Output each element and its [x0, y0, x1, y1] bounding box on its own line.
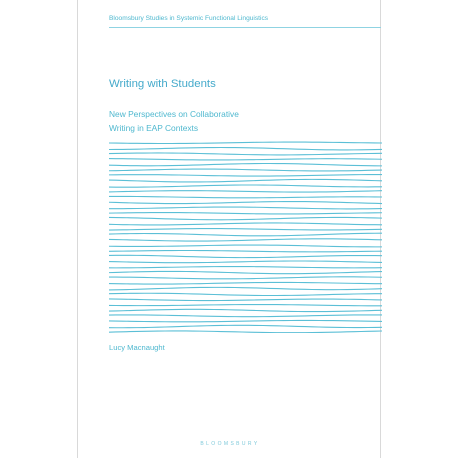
wavy-line	[109, 207, 382, 209]
wavy-line	[109, 271, 382, 273]
wavy-line	[109, 217, 382, 219]
wavy-line	[109, 255, 382, 257]
wavy-line	[109, 282, 382, 284]
wavy-line	[109, 293, 382, 295]
wavy-line	[109, 223, 382, 225]
series-divider	[109, 27, 381, 28]
wavy-line	[109, 191, 382, 192]
wavy-lines-artwork	[109, 141, 382, 333]
book-title: Writing with Students	[109, 78, 216, 90]
wavy-line	[109, 320, 382, 321]
wavy-line	[109, 287, 382, 290]
wavy-line	[109, 164, 382, 166]
wavy-line	[109, 309, 382, 311]
wavy-line	[109, 245, 382, 247]
wavy-line	[109, 175, 382, 177]
publisher-logo: BLOOMSBURY	[200, 441, 260, 447]
wavy-line	[109, 185, 382, 187]
wavy-line	[109, 251, 382, 252]
subtitle-line: New Perspectives on Collaborative	[109, 109, 239, 119]
wavy-line	[109, 233, 382, 236]
wavy-line	[109, 202, 382, 204]
wavy-line	[109, 148, 382, 150]
subtitle-line: Writing in EAP Contexts	[109, 123, 199, 133]
wavy-line	[109, 277, 382, 279]
wavy-line	[109, 153, 382, 155]
wavy-line	[109, 159, 382, 160]
wavy-line	[109, 267, 382, 268]
wavy-line	[109, 315, 382, 317]
wavy-line	[109, 325, 382, 327]
wavy-line	[109, 179, 382, 182]
book-cover	[77, 0, 381, 458]
wavy-line	[109, 305, 382, 306]
wavy-line	[109, 169, 382, 171]
wavy-line	[109, 299, 382, 301]
wavy-line	[109, 239, 382, 241]
author-name: Lucy Macnaught	[109, 343, 165, 352]
wavy-line	[109, 261, 382, 263]
wavy-line	[109, 331, 382, 333]
wavy-line	[109, 229, 382, 230]
wavy-line	[109, 142, 382, 143]
wavy-line	[109, 213, 382, 214]
series-title: Bloomsbury Studies in Systemic Functional Linguistics	[109, 15, 269, 22]
book-subtitle	[109, 107, 239, 135]
wavy-line	[109, 196, 382, 197]
